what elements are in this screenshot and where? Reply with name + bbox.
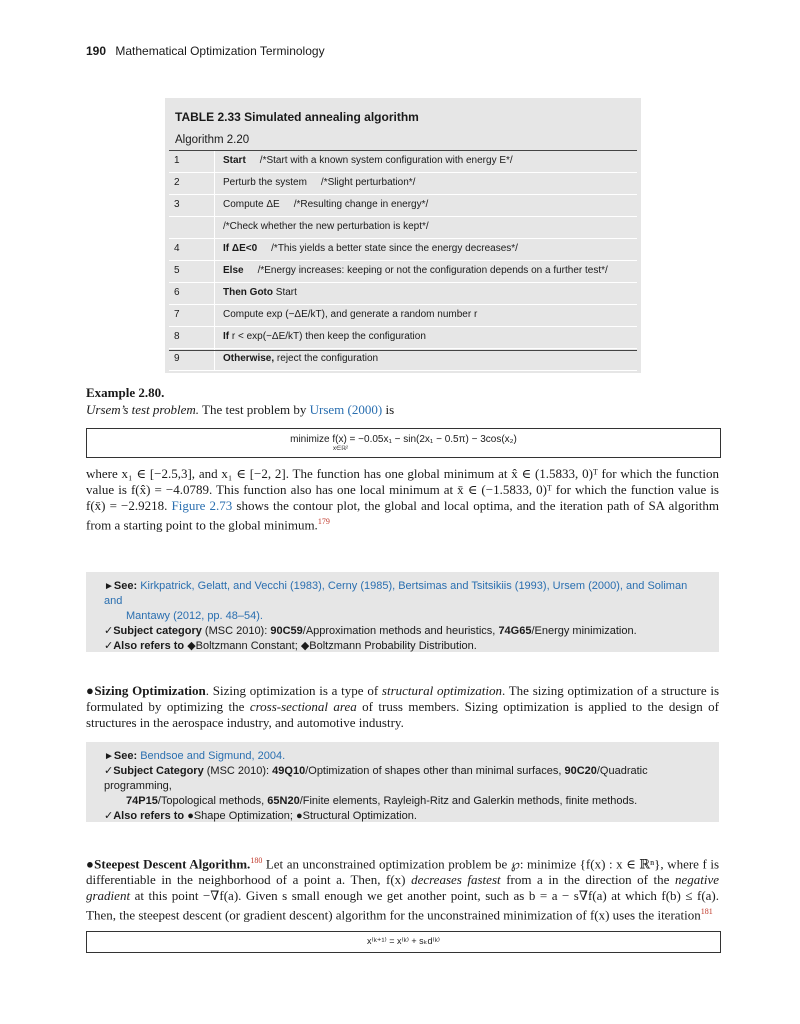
table-row <box>169 305 637 327</box>
also-refers-line <box>104 809 707 824</box>
iteration-formula: x⁽ᵏ⁺¹⁾ = x⁽ᵏ⁾ + sₖd⁽ᵏ⁾ <box>366 936 440 946</box>
row-keyword: If <box>223 331 230 342</box>
row-keyword: Start <box>223 155 246 166</box>
row-text: r < exp(−ΔE/kT) then keep the configuration <box>231 331 426 342</box>
ursem-formula: minimize f(x) = −0.05x₁ − sin(2x₁ − 0.5π) − 3cos(x₂) <box>290 434 517 445</box>
steepest-italic: decreases fastest <box>411 872 501 888</box>
table-row <box>169 327 637 349</box>
steepest-italic-2: negative gradient <box>86 872 720 904</box>
algorithm-table <box>165 98 641 373</box>
check-icon: ✓ <box>104 640 114 652</box>
subject-line <box>104 764 707 794</box>
example-intro-end: is <box>385 402 395 417</box>
footnote-ref[interactable]: 181 <box>700 907 713 917</box>
formula-box <box>86 428 721 458</box>
row-keyword: Else <box>223 265 244 276</box>
table-caption <box>175 110 419 124</box>
subject-text: (MSC 2010): <box>206 765 270 777</box>
example-para-text: where x₁ ∈ [−2.5,3], and x₁ ∈ [−2, 2]. The function has one global minimum at x̂ ∈ (1.5833, 0)ᵀ for which the function value is f(x̂) = −4.0789. This function also has one local minimum at x̄ ∈ (−1.5833, 0)ᵀ for which the function value is f(x̄) = −2.9218. <box>86 466 719 513</box>
row-keyword: Otherwise, <box>223 353 275 364</box>
see-label: See: <box>113 580 138 592</box>
subject-code: 49Q10 <box>272 765 306 777</box>
example-paragraph <box>86 466 719 533</box>
also-text: ●Shape Optimization; ●Structural Optimization. <box>187 810 417 822</box>
bullet-icon: ● <box>86 856 95 872</box>
table-row <box>169 261 637 283</box>
subject-desc: /Finite elements, Rayleigh-Ritz and Galerkin methods, finite methods. <box>299 795 638 807</box>
subject-line <box>104 624 707 639</box>
subject-label: Subject Category <box>113 765 204 777</box>
subject-desc: /Quadratic programming, <box>104 765 648 792</box>
row-text: Compute exp (−ΔE/kT), and generate a random number r <box>223 309 478 320</box>
table-caption-title: Simulated annealing algorithm <box>244 110 419 124</box>
footnote-ref[interactable]: 180 <box>250 856 263 865</box>
sizing-italic-2: cross-sectional area <box>249 699 357 714</box>
pointer-icon: ► <box>104 751 114 762</box>
see-links-2[interactable]: Mantawy (2012, pp. 48–54). <box>126 610 263 622</box>
row-comment: /*Check whether the new perturbation is kept*/ <box>223 221 429 232</box>
table-subtitle: Algorithm 2.20 <box>175 134 250 146</box>
subject-desc: /Energy minimization. <box>531 625 637 637</box>
sizing-text-3: of truss members. Sizing optimization is applied to the design of structures in the aerospace industry, and automotive industry. <box>86 699 719 730</box>
figure-link[interactable]: Figure 2.73 <box>171 498 233 513</box>
table-row <box>169 239 637 261</box>
row-text: Compute ΔE <box>223 199 280 210</box>
row-number: 7 <box>174 309 180 320</box>
row-number: 5 <box>174 265 180 276</box>
bullet-icon: ● <box>86 683 95 698</box>
row-number: 9 <box>174 353 180 364</box>
row-comment: /*Resulting change in energy*/ <box>293 199 429 210</box>
footnote-ref[interactable]: 179 <box>317 517 330 526</box>
row-comment: /*Start with a known system configuration with energy E*/ <box>259 155 513 166</box>
pointer-icon: ► <box>104 581 114 592</box>
steepest-text-3: at this point −∇f(a). Given s small enough we get another point, such as b = a − s∇f(a) at which f(b) ≤ f(a). Then, the steepest descent (or gradient descent) algorithm for the unconstrained minimization of f(x) uses the iteration <box>86 888 719 923</box>
subject-code: 65N20 <box>267 795 300 807</box>
running-title: Mathematical Optimization Terminology <box>115 44 325 58</box>
example-intro-italic: Ursem’s test problem. <box>86 402 200 417</box>
table-row <box>169 151 637 173</box>
example-intro <box>86 402 394 418</box>
row-text: Perturb the system <box>223 177 307 188</box>
steepest-term: Steepest Descent Algorithm. <box>94 856 251 872</box>
check-icon: ✓ <box>104 810 114 822</box>
steepest-text-2: from a in the direction of the <box>506 872 670 888</box>
check-icon: ✓ <box>104 765 114 777</box>
running-head <box>86 44 325 58</box>
subject-code: 74P15 <box>126 795 158 807</box>
see-also-box <box>86 572 719 652</box>
page-number: 190 <box>86 44 107 58</box>
also-refers-line <box>104 639 707 654</box>
example-intro-text: The test problem by <box>202 402 307 417</box>
row-comment: /*Slight perturbation*/ <box>320 177 416 188</box>
sizing-italic: structural optimization <box>381 683 502 698</box>
row-number: 6 <box>174 287 180 298</box>
subject-label: Subject category <box>113 625 202 637</box>
subject-desc: /Topological methods, <box>157 795 265 807</box>
row-keyword: If ΔE<0 <box>223 243 258 254</box>
subject-code: 74G65 <box>498 625 532 637</box>
row-comment: /*This yields a better state since the energy decreases*/ <box>271 243 518 254</box>
see-links[interactable]: Kirkpatrick, Gelatt, and Vecchi (1983), Cerny (1985), Bertsimas and Tsitsikiis (1993), Ursem (2000), and Soliman and <box>104 580 688 607</box>
see-line <box>104 579 707 609</box>
row-number: 3 <box>174 199 180 210</box>
table-body <box>169 151 637 371</box>
also-label: Also refers to <box>113 640 185 652</box>
see-links[interactable]: Bendsoe and Sigmund, 2004. <box>140 750 286 762</box>
table-bottom-rule <box>169 350 637 351</box>
table-row <box>169 173 637 195</box>
sizing-text-2: . The sizing optimization of a structure is formulated by optimizing the <box>86 683 720 714</box>
example-para-text-2: shows the contour plot, the global and local optima, and the iteration path of SA algorithm from a starting point to the global minimum. <box>86 498 719 533</box>
table-caption-label: TABLE 2.33 <box>175 110 241 124</box>
sizing-term: Sizing Optimization <box>94 683 206 698</box>
subject-code: 90C20 <box>564 765 597 777</box>
row-text: reject the configuration <box>276 353 379 364</box>
also-label: Also refers to <box>113 810 185 822</box>
subject-text: (MSC 2010): <box>204 625 268 637</box>
row-number: 1 <box>174 155 180 166</box>
see-label: See: <box>113 750 138 762</box>
steepest-descent-entry <box>86 853 719 924</box>
see-line <box>104 749 707 764</box>
row-comment: /*Energy increases: keeping or not the configuration depends on a further test*/ <box>257 265 608 276</box>
sizing-entry <box>86 683 719 731</box>
sizing-text: . Sizing optimization is a type of <box>205 683 379 698</box>
ursem-formula-subscript: x∈ℝ² <box>333 446 348 452</box>
row-text: Start <box>275 287 297 298</box>
row-number: 4 <box>174 243 180 254</box>
ursem-citation-link[interactable]: Ursem (2000) <box>309 402 383 417</box>
row-keyword: Then Goto <box>223 287 273 298</box>
see-line-2 <box>104 609 707 624</box>
row-number: 8 <box>174 331 180 342</box>
iteration-formula-box <box>86 931 721 953</box>
table-row <box>169 195 637 217</box>
steepest-text: Let an unconstrained optimization problem be ℘: minimize {f(x) : x ∈ ℝⁿ}, where f is differentiable in the neighborhood of a point a. Then, f(x) <box>86 856 720 888</box>
subject-line-2 <box>104 794 707 809</box>
table-row <box>169 349 637 371</box>
table-row <box>169 217 637 239</box>
subject-desc: /Optimization of shapes other than minimal surfaces, <box>305 765 562 777</box>
subject-code: 90C59 <box>270 625 303 637</box>
example-title: Example 2.80. <box>86 385 165 400</box>
subject-desc: /Approximation methods and heuristics, <box>302 625 496 637</box>
check-icon: ✓ <box>104 625 114 637</box>
row-number: 2 <box>174 177 180 188</box>
also-text: ◆Boltzmann Constant; ◆Boltzmann Probability Distribution. <box>187 640 477 652</box>
see-also-box <box>86 742 719 822</box>
table-row <box>169 283 637 305</box>
